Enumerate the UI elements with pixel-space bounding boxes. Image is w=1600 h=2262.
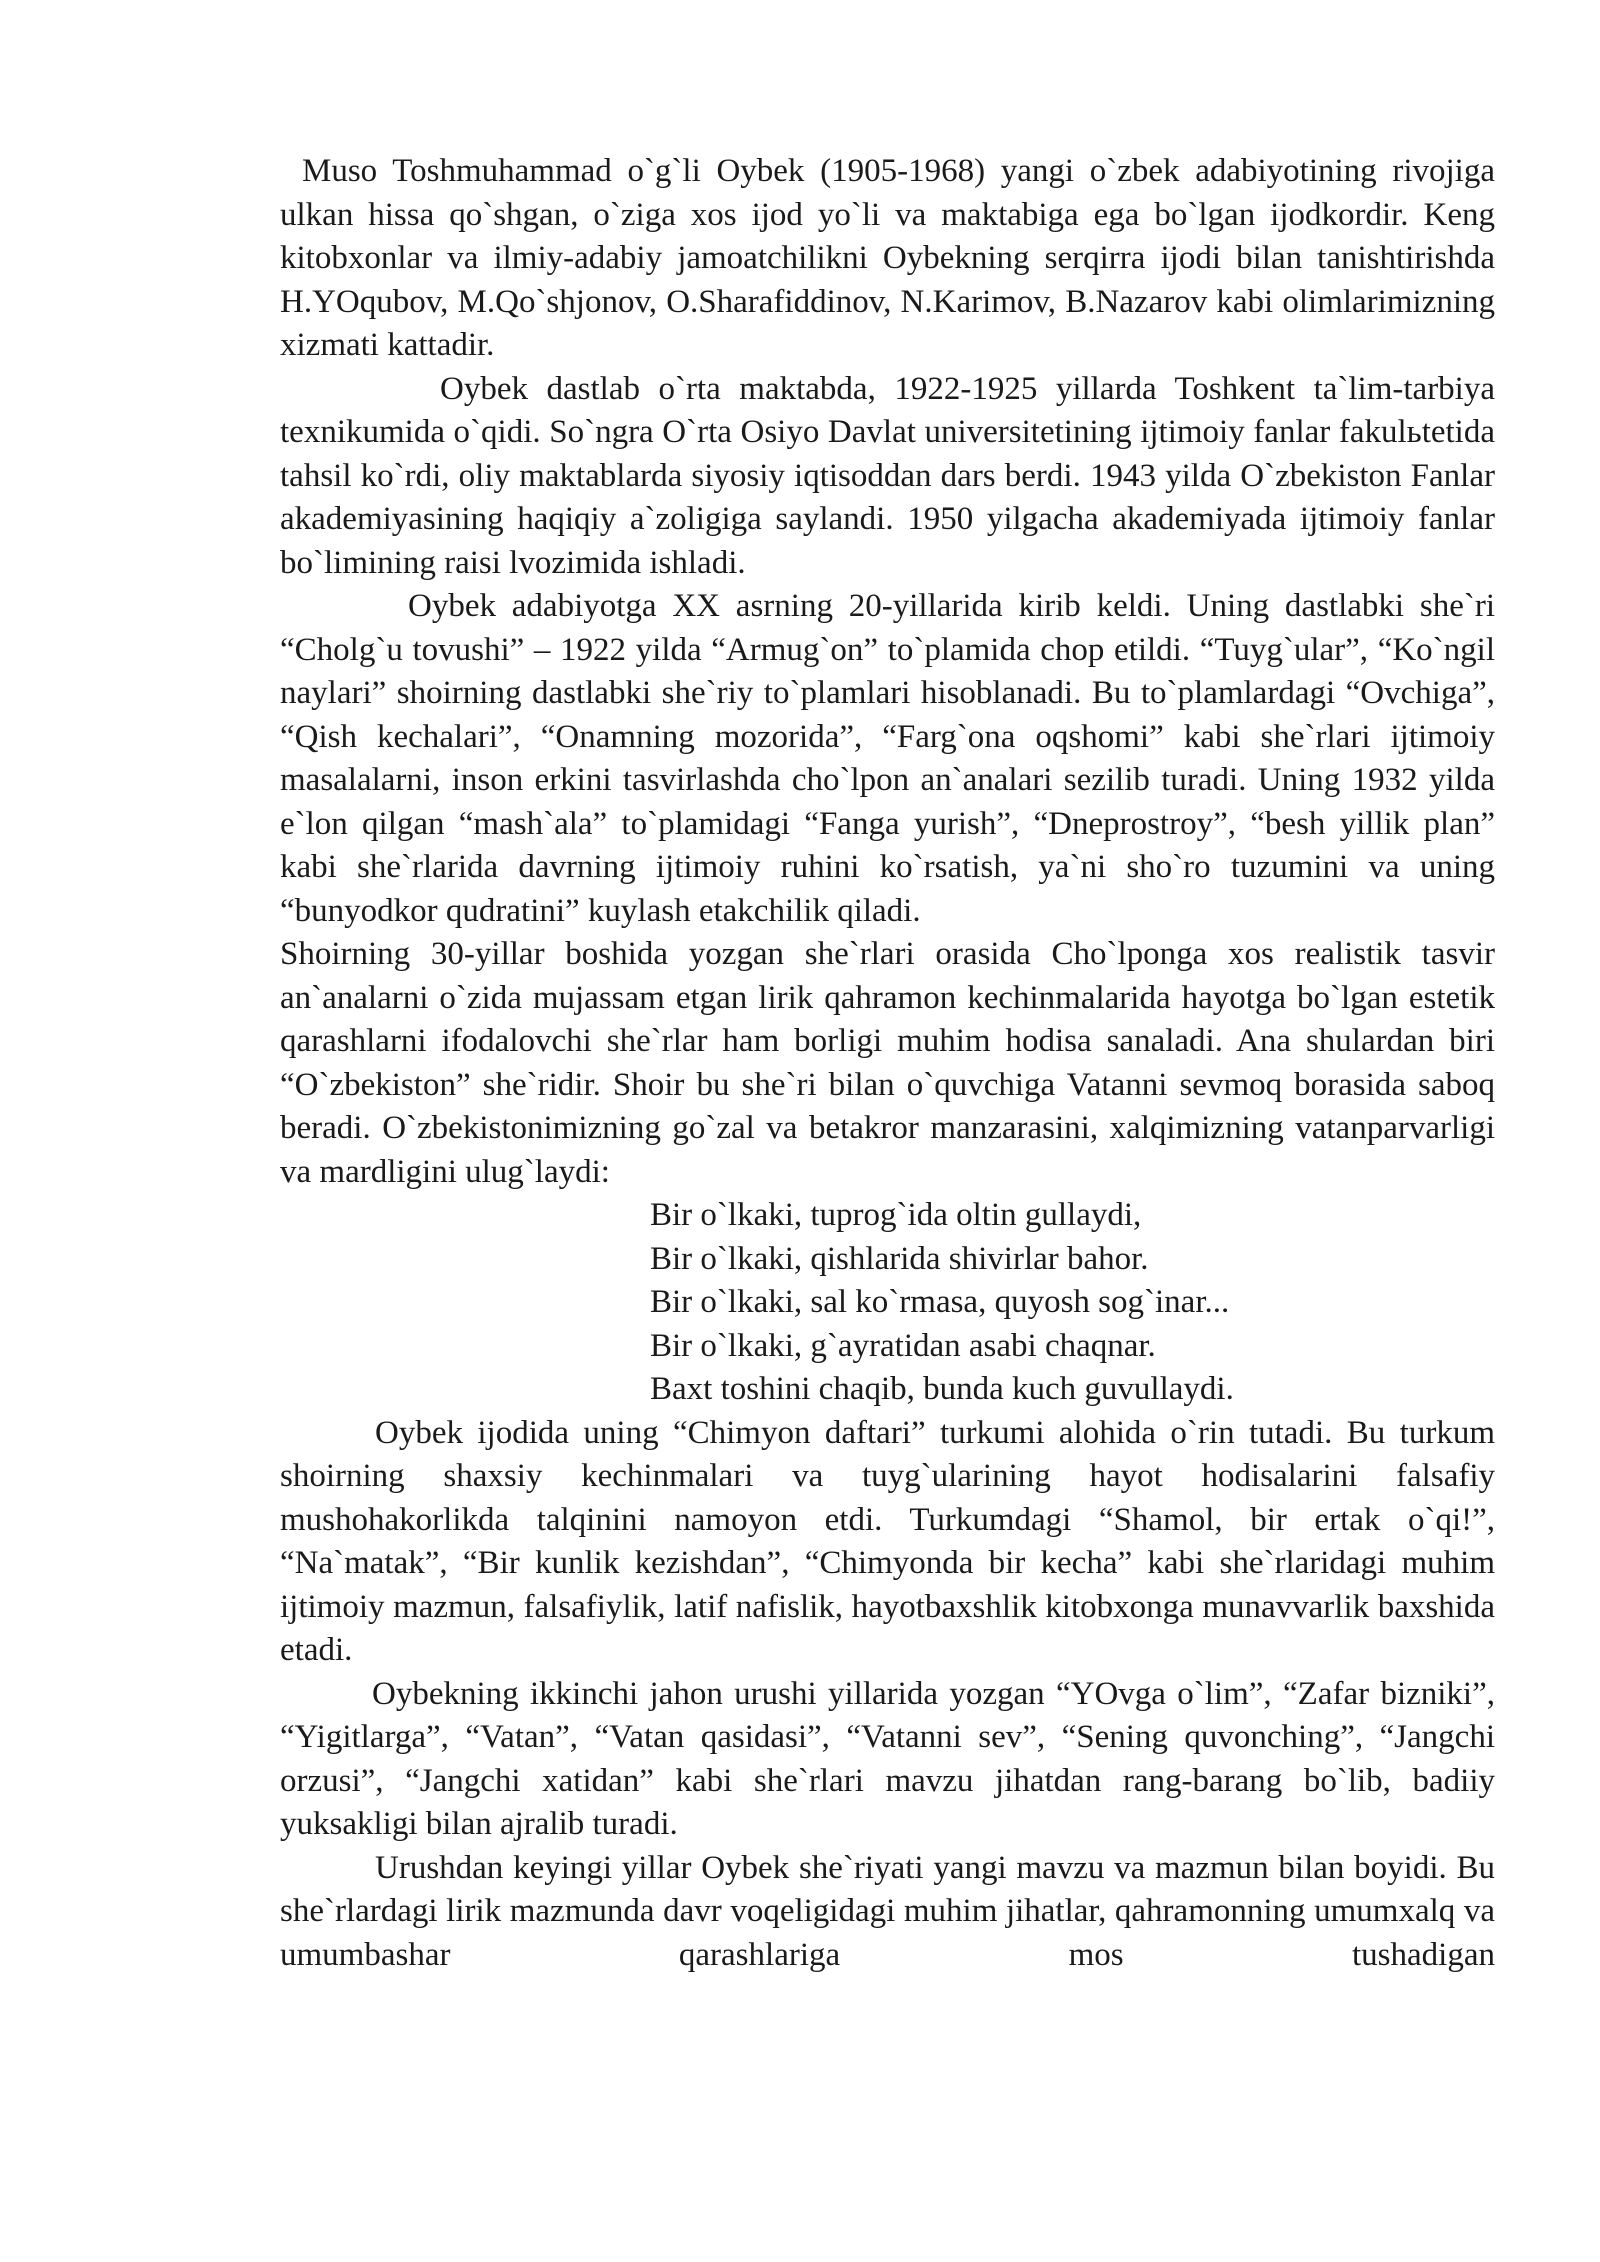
poem-line: Baxt toshini chaqib, bunda kuch guvullaydi. bbox=[650, 1371, 1234, 1407]
paragraph-thirties: Shoirning 30-yillar boshida yozgan she`rlari orasida Cho`lponga xos realistik tasvir an`analarni o`zida mujassam etgan lirik qahramon kechinmalarida hayotga bo`lgan estetik qarashlarni ifodalovchi she`rlar ham borligi muhim hodisa sanaladi. Ana shulardan biri “O`zbekiston” she`ridir. Shoir bu she`ri bilan o`quvchiga Vatanni sevmoq borasida saboq beradi. O`zbekistonimizning go`zal va betakror manzarasini, xalqimizning vatanparvarligi va mardligini ulug`laydi: bbox=[280, 936, 1495, 1190]
poem-line: Bir o`lkaki, qishlarida shivirlar bahor. bbox=[650, 1240, 1149, 1277]
poem-line: Bir o`lkaki, tuprog`ida oltin gullaydi, bbox=[650, 1197, 1142, 1233]
poem-line: Bir o`lkaki, g`ayratidan asabi chaqnar. bbox=[650, 1327, 1156, 1364]
paragraph-war-years: Oybekning ikkinchi jahon urushi yillarida yozgan “YOvga o`lim”, “Zafar bizniki”, “Yigitlarga”, “Vatan”, “Vatan qasidasi”, “Vatanni sev”, “Sening quvonching”, “Jangchi orzusi”, “Jangchi xatidan” kabi she`rlari mavzu jihatdan rang-barang bo`lib, badiiy yuksakligi bilan ajralib turadi. bbox=[280, 1675, 1495, 1842]
poem-stanza bbox=[280, 1194, 1495, 1412]
paragraph-intro: Muso Toshmuhammad o`g`li Oybek (1905-1968) yangi o`zbek adabiyotining rivojiga ulkan hissa qo`shgan, o`ziga xos ijod yo`li va maktabiga ega bo`lgan ijodkordir. Keng kitobxonlar va ilmiy-adabiy jamoatchilikni Oybekning serqirra ijodi bilan tanishtirishda H.YOqubov, M.Qo`shjonov, O.Sharafiddinov, N.Karimov, B.Nazarov kabi olimlarimizning xizmati kattadir. bbox=[280, 153, 1495, 363]
poem-line: Bir o`lkaki, sal ko`rmasa, quyosh sog`inar... bbox=[650, 1284, 1230, 1320]
paragraph-chimyon: Oybek ijodida uning “Chimyon daftari” turkumi alohida o`rin tutadi. Bu turkum shoirning shaxsiy kechinmalari va tuyg`ularining hayot hodisalarini falsafiy mushohakorlikda talqinini namoyon etdi. Turkumdagi “Shamol, bir ertak o`qi!”, “Na`matak”, “Bir kunlik kezishdan”, “Chimyonda bir kecha” kabi she`rlaridagi muhim ijtimoiy mazmun, falsafiylik, latif nafislik, hayotbaxshlik kitobxonga munavvarlik baxshida etadi. bbox=[280, 1414, 1495, 1668]
paragraph-post-war: Urushdan keyingi yillar Oybek she`riyati yangi mavzu va mazmun bilan boyidi. Bu she`rlardagi lirik mazmunda davr voqeligidagi muhim jihatlar, qahramonning umumxalq va umumbashar qarashlariga mos tushadigan bbox=[280, 1849, 1495, 1973]
paragraph-education: Oybek dastlab o`rta maktabda, 1922-1925 yillarda Toshkent ta`lim-tarbiya texnikumida o`qidi. So`ngra O`rta Osiyo Davlat universitetining ijtimoiy fanlar fakulьtetida tahsil ko`rdi, oliy maktablarda siyosiy iqtisoddan dars berdi. 1943 yilda O`zbekiston Fanlar akademiyasining haqiqiy a`zoligiga saylandi. 1950 yilgacha akademiyada ijtimoiy fanlar bo`limining raisi lvozimida ishladi. bbox=[280, 370, 1495, 581]
document-page bbox=[280, 150, 1495, 1977]
paragraph-early-works: Oybek adabiyotga XX asrning 20-yillarida kirib keldi. Uning dastlabki she`ri “Cholg`u tovushi” – 1922 yilda “Armug`on” to`plamida chop etildi. “Tuyg`ular”, “Ko`ngil naylari” shoirning dastlabki she`riy to`plamlari hisoblanadi. Bu to`plamlardagi “Ovchiga”, “Qish kechalari”, “Onamning mozorida”, “Farg`ona oqshomi” kabi she`rlari ijtimoiy masalalarni, inson erkini tasvirlashda cho`lpon an`analari sezilib turadi. Uning 1932 yilda e`lon qilgan “mash`ala” to`plamidagi “Fanga yurish”, “Dneprostroy”, “besh yillik plan” kabi she`rlarida davrning ijtimoiy ruhini ko`rsatish, ya`ni sho`ro tuzumini va uning “bunyodkor qudratini” kuylash etakchilik qiladi. bbox=[280, 588, 1495, 929]
